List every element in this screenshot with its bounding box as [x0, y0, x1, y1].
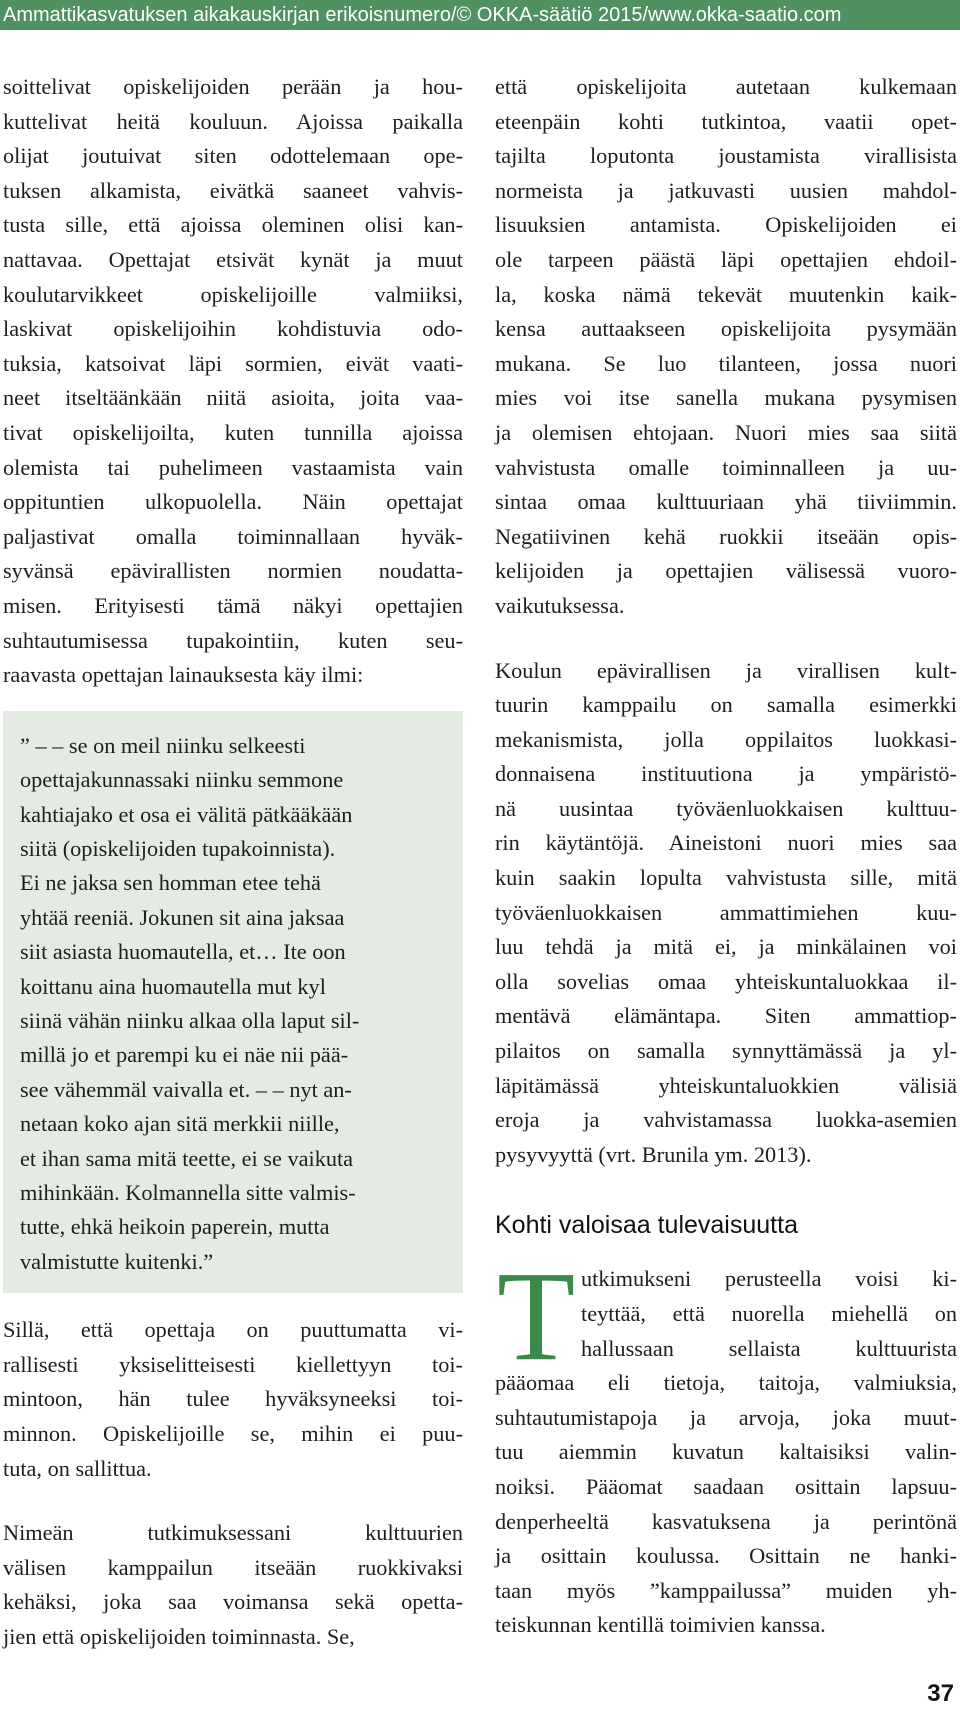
text-line: olla sovelias omaa yhteiskuntaluokkaa il- [495, 968, 957, 994]
quote-box [3, 711, 463, 1294]
text-line: mekanismista, jolla oppilaitos luokkasi- [495, 726, 957, 752]
text-line: kelijoiden ja opettajien välisessä vuoro- [495, 558, 957, 584]
text-line: ole tarpeen päästä läpi opettajien ehdoil- [495, 246, 957, 272]
right-paragraph-2 [495, 654, 957, 1173]
left-column [3, 70, 463, 1655]
text-line: Sillä, että opettaja on puuttumatta vi- [3, 1317, 463, 1343]
page-header: Ammattikasvatuksen aikakauskirjan erikoisnumero/© OKKA-säätiö 2015/www.okka-saatio.com [0, 0, 960, 30]
text-line: suhtautumisessa tupakointiin, kuten seu- [3, 627, 463, 653]
text-line: kuin saakin lopulta vahvistusta sille, mitä [495, 865, 957, 891]
text-line: syvänsä epävirallisten normien noudatta- [3, 558, 463, 584]
text-line: see vähemmäl vaivalla et. – – nyt an- [20, 1076, 352, 1102]
text-line: mihinkään. Kolmannella sitte valmis- [20, 1179, 356, 1205]
page-number: 37 [927, 1680, 954, 1707]
text-line: ja olemisen ehtojaan. Nuori mies saa siitä [495, 419, 957, 445]
text-line: tajilta loputonta joustamista virallisista [495, 143, 957, 169]
text-line: tivat opiskelijoilta, kuten tunnilla ajoissa [3, 419, 463, 445]
text-line: oppituntien ulkopuolella. Näin opettajat [3, 489, 463, 515]
text-line: lisuuksien antamista. Opiskelijoiden ei [495, 212, 957, 238]
text-line: läpitämässä yhteiskuntaluokkien välisiä [495, 1072, 957, 1098]
text-line: vaikutuksessa. [495, 592, 625, 618]
right-paragraph-1 [495, 70, 957, 624]
text-line: nattavaa. Opettajat etsivät kynät ja muut [3, 246, 463, 272]
text-line: paljastivat omalla toiminnallaan hyväk- [3, 523, 463, 549]
text-line: Negatiivinen kehä ruokkii itseään opis- [495, 523, 957, 549]
left-paragraph-3 [3, 1516, 463, 1654]
text-line: kuttelivat heitä kouluun. Ajoissa paikalla [3, 108, 463, 134]
text-line: mintoon, hän tulee hyväksyneeksi toi- [3, 1386, 463, 1412]
text-line: tutte, ehkä heikoin paperein, mutta [20, 1214, 330, 1240]
text-line: taan myös ”kamppailussa” muiden yh- [495, 1577, 957, 1603]
text-line: netaan koko ajan sitä merkkii niille, [20, 1111, 340, 1137]
text-line: olemista tai puhelimeen vastaamista vain [3, 454, 463, 480]
text-line: mukana. Se luo tilanteen, jossa nuori [495, 350, 957, 376]
text-line: siitä (opiskelijoiden tupakoinnista). [20, 835, 336, 861]
text-line: koittanu aina huomautella mut kyl [20, 973, 326, 999]
text-line: tuksia, katsoivat läpi sormien, eivät vaati- [3, 350, 463, 376]
left-paragraph-2 [3, 1313, 463, 1486]
text-line: rallisesti yksiselitteisesti kiellettyyn toi- [3, 1351, 463, 1377]
text-line: tuu aiemmin kuvatun kaltaisiksi valin- [495, 1439, 957, 1465]
text-line: millä jo et parempi ku ei näe nii pää- [20, 1042, 349, 1068]
text-line: olijat joutuivat siten odottelemaan ope- [3, 143, 463, 169]
text-line: soittelivat opiskelijoiden perään ja hou- [3, 74, 463, 99]
text-line: laskivat opiskelijoihin kohdistuvia odo- [3, 316, 463, 342]
text-line: kensa auttaakseen opiskelijoita pysymään [495, 316, 957, 342]
text-line: nä uusintaa työväenluokkaisen kulttuu- [495, 795, 957, 821]
text-line: Nimeän tutkimuksessani kulttuurien [3, 1520, 463, 1546]
text-line: Koulun epävirallisen ja virallisen kult- [495, 657, 957, 683]
quote-text [20, 729, 463, 1280]
text-line: siit asiasta huomautella, et… Ite oon [20, 939, 346, 965]
text-line: tusta sille, että ajoissa oleminen olisi kan- [3, 212, 463, 238]
text-line: rin käytäntöjä. Aineistoni nuori mies saa [495, 830, 957, 856]
text-line: teiskunnan kentillä toimivien kanssa. [495, 1612, 826, 1638]
text-line: jien että opiskelijoiden toiminnasta. Se, [3, 1623, 355, 1649]
right-column [495, 70, 957, 1643]
text-line: minnon. Opiskelijoille se, mihin ei puu- [3, 1420, 463, 1446]
text-line: misen. Erityisesti tämä näkyi opettajien [3, 592, 463, 618]
text-line: valmistutte kuitenki.” [20, 1248, 214, 1274]
text-line: la, koska nämä tekevät muutenkin kaik- [495, 281, 957, 307]
drop-cap: T [497, 1245, 576, 1388]
text-line: luu tehdä ja mitä ei, ja minkälainen voi [495, 934, 957, 960]
text-line: työväenluokkaisen ammattimiehen kuu- [495, 899, 957, 925]
text-line: ja osittain koulussa. Osittain ne hanki- [495, 1543, 957, 1569]
text-line: opettajakunnassaki niinku semmone [20, 767, 344, 793]
text-line: tuksen alkamista, eivätkä saaneet vahvis- [3, 177, 463, 203]
text-line: normeista ja jatkuvasti uusien mahdol- [495, 177, 957, 203]
text-line: pysyvyyttä (vrt. Brunila ym. 2013). [495, 1141, 812, 1167]
text-line: Ei ne jaksa sen homman etee tehä [20, 870, 321, 896]
text-line: teyttää, että nuorella miehellä on [581, 1301, 957, 1326]
text-line: että opiskelijoita autetaan kulkemaan [495, 74, 957, 99]
text-line: tuta, on sallittua. [3, 1455, 152, 1481]
text-line: pilaitos on samalla synnyttämässä ja yl- [495, 1038, 957, 1064]
text-line: eteenpäin kohti tutkintoa, vaatii opet- [495, 108, 957, 134]
text-line: siinä vähän niinku alkaa olla laput sil- [20, 1007, 360, 1033]
dropcap-paragraph [495, 1245, 957, 1643]
text-line: ” – – se on meil niinku selkeesti [20, 732, 306, 758]
text-line: raavasta opettajan lainauksesta käy ilmi: [3, 662, 364, 688]
text-line: noiksi. Pääomat saadaan osittain lapsuu- [495, 1473, 957, 1499]
text-line: denperheeltä kasvatuksena ja perintönä [495, 1508, 957, 1534]
text-line: yhtää reeniä. Jokunen sit aina jaksaa [20, 904, 345, 930]
left-paragraph-1 [3, 70, 463, 693]
text-line: et ihan sama mitä teette, ei se vaikuta [20, 1145, 354, 1171]
text-line: tuurin kamppailu on samalla esimerkki [495, 692, 957, 718]
text-line: utkimukseni perusteella voisi ki- [581, 1266, 957, 1292]
section-heading: Kohti valoisaa tulevaisuutta [495, 1211, 798, 1240]
text-line: suhtautumistapoja ja arvoja, joka muut- [495, 1404, 957, 1430]
text-line: välisen kamppailun itseään ruokkivaksi [3, 1554, 463, 1580]
text-line: vahvistusta omalle toiminnalleen ja uu- [495, 454, 957, 480]
text-line: koulutarvikkeet opiskelijoille valmiiksi, [3, 281, 463, 307]
text-line: pääomaa eli tietoja, taitoja, valmiuksia, [495, 1370, 957, 1396]
text-line: donnaisena instituutiona ja ympäristö- [495, 761, 957, 787]
text-line: eroja ja vahvistamassa luokka-asemien [495, 1107, 957, 1133]
text-line: kahtiajako et osa ei välitä pätkääkään [20, 801, 353, 827]
text-line: mentävä elämäntapa. Siten ammattiop- [495, 1003, 957, 1029]
text-line: hallussaan sellaista kulttuurista [581, 1335, 957, 1361]
text-line: mies voi itse sanella mukana pysymisen [495, 385, 957, 411]
text-line: neet itseltäänkään niitä asioita, joita vaa- [3, 385, 463, 411]
text-line: kehäksi, joka saa voimansa sekä opetta- [3, 1589, 463, 1615]
text-line: sintaa omaa kulttuuriaan yhä tiiviimmin. [495, 489, 957, 515]
